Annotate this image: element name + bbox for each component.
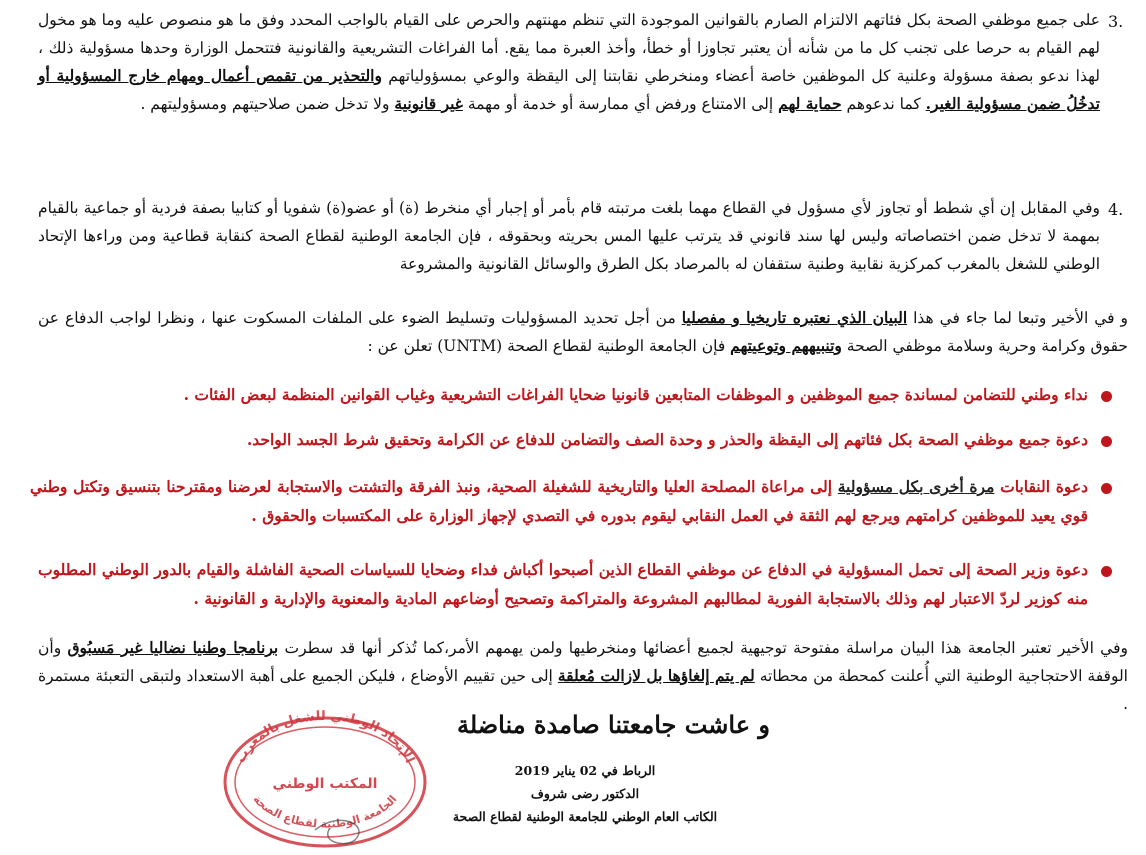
item-4-paragraph: وفي المقابل إن أي شطط أو تجاوز لأي مسؤول في القطاع مهما بلغت مرتبته قام بأمر أو إجبار أي منخرط (ة) أو عضو(ة) شفويا أو كتابيا بصفة فردية أو جماعية بالقيام بمهمة لا تدخل ضمن اختصاصاته وليس لها سند قانوني قد يترتب عليها المس بحريته وبحقوقه ، فإن الجامعة الوطنية لقطاع الصحة كنقابة قطاعية ومن وراءها الإتحاد الوطني للشغل بالمغرب كمركزية نقابية وطنية ستقفان له بالمرصاد بكل الطرق والوسائل القانونية والمشروعة — [38, 199, 1100, 273]
item-3-number: 3. — [1108, 12, 1124, 31]
item-4-number: 4. — [1108, 200, 1124, 219]
item-3-underlined-1: والتحذير من تقمص أعمال ومهام خارج المسؤولية أو تدخُلُ ضمن مسؤولية الغير. — [38, 66, 1100, 113]
item-3-text-1: على جميع موظفي الصحة بكل فئاتهم الالتزام الصارم بالقوانين الموجودة التي تنظم مهنتهم والحرص على القيام بالواجب المحدد وفق ما هو منصوص عليه وما هو مخول لهم القيام به حرصا على تجنب كل ما من شأنه أن يعتبر تجاوزا أو خطأ، وأخذ العبرة مما يقع. أما الفراغات التشريعية والقانونية فتتحمل الوزارة وحدها مسؤولية ذلك ، لهذا ندعو بصفة مسؤولة وعلنية كل الموظفين خاصة أعضاء ومنخرطي نقابتنا إلى اليقظة والوعي بمسؤولياتهم — [38, 11, 1100, 85]
final-underlined-2: لم يتم إلغاؤها بل لازالت مُعلقة — [557, 666, 755, 685]
final-underlined-1: برنامجا وطنيا نضاليا غير مَسبُوق — [67, 638, 279, 657]
signature-name: الدكتور رضى شروف — [530, 786, 640, 801]
item-3-paragraph — [38, 6, 1100, 118]
stamp-inner-label: المكتب الوطني — [272, 776, 378, 792]
final-text-3: إلى حين تقييم الأوضاع ، فليكن الجميع على أهبة الاستعداد ولتبقى التعبئة مستمرة . — [38, 667, 1128, 713]
closing-slogan: و عاشت جامعتنا صامدة مناضلة — [456, 710, 770, 739]
bullet-item-3 — [30, 472, 1088, 530]
bullet-item-4: دعوة وزير الصحة إلى تحمل المسؤولية في الدفاع عن موظفي القطاع الذين أصبحوا أكباش فداء وضحايا للسياسات الصحية الفاشلة والقيام بالدور الوطني المطلوب منه كوزير لردّ الاعتبار لهم وذلك بالاستجابة الفورية لمطالبهم المشروعة والمتراكمة وتصحيح أوضاعهم المادية والمعنوية والإدارية و القانونية . — [38, 560, 1088, 608]
svg-text:الإتحاد الوطني للشغل بالمغرب — [233, 709, 417, 766]
bullet-item-2: دعوة جميع موظفي الصحة بكل فئاتهم إلى اليقظة والحذر و وحدة الصف والتضامن للدفاع عن الكرامة وتحقيق شرط الجسد الواحد. — [246, 430, 1088, 449]
bullet-dot — [1101, 436, 1112, 447]
item-3-text-4: ولا تدخل ضمن صلاحيتهم ومسؤوليتهم . — [140, 95, 395, 113]
bullet-3-text-1: دعوة النقابات — [994, 477, 1088, 496]
bullet-3-underlined: مرة أخرى بكل مسؤولية — [837, 477, 995, 496]
intro-text-2: من أجل تحديد المسؤوليات وتسليط الضوء على الملفات المسكوت عنها ، ونظرا لواجب الدفاع عن حقوق وكرامة وحرية وسلامة موظفي الصحة — [38, 309, 1128, 355]
official-stamp — [220, 700, 430, 850]
svg-text:الجامعة الوطنية لقطاع الصحة — [251, 793, 400, 831]
item-3-text-3: إلى الامتناع ورفض أي ممارسة أو خدمة أو مهمة — [462, 95, 779, 113]
stamp-bottom-text: الجامعة الوطنية لقطاع الصحة — [250, 792, 400, 831]
intro-text-1: و في الأخير وتبعا لما جاء في هذا — [907, 309, 1128, 327]
intro-paragraph — [38, 304, 1128, 360]
signature-title: الكاتب العام الوطني للجامعة الوطنية لقطاع الصحة — [452, 809, 718, 824]
bullet-item-1: نداء وطني للتضامن لمساندة جميع الموظفين و الموظفات المتابعين قانونيا ضحايا الفراغات التشريعية وغياب القوانين المنظمة لبعض الفئات . — [183, 385, 1088, 404]
item-3-underlined-3: غير قانونية — [394, 94, 463, 113]
final-paragraph — [38, 634, 1128, 718]
final-text-2: وأن الوقفة الاحتجاجية الوطنية التي أُعلنت كمحطة من محطاته — [38, 639, 1128, 685]
bullet-3-text-2: إلى مراعاة المصلحة العليا والتاريخية للشغيلة الصحية، ونبذ الفرقة والتشتت والاستجابة لعرضنا ومقترحنا بتنسيق وتكتل وطني قوي يعيد للموظفين كرامتهم ويرجع لهم الثقة في العمل النقابي ليقوم بدوره في التصدي لإجهاز الوزارة على المكتسبات والحقوق . — [30, 477, 1088, 525]
bullet-dot — [1101, 566, 1112, 577]
intro-text-3: فإن الجامعة الوطنية لقطاع الصحة (UNTM) تعلن عن : — [367, 337, 731, 355]
signature-place-date: الرباط في 02 يناير 2019 — [514, 763, 656, 778]
item-3-text-2: كما ندعوهم — [841, 95, 926, 113]
intro-underlined-2: وتنبيههم وتوعيتهم — [730, 336, 842, 355]
stamp-outer-text: الإتحاد الوطني للشغل بالمغرب — [233, 708, 418, 766]
bullet-dot — [1101, 391, 1112, 402]
intro-underlined-1: البيان الذي نعتبره تاريخيا و مفصليا — [681, 308, 908, 327]
final-text-1: وفي الأخير تعتبر الجامعة هذا البيان مراسلة مفتوحة توجيهية لجميع أعضائها ومنخرطيها ولمن يهمهم الأمر،كما تُذكر أنها قد سطرت — [278, 639, 1128, 657]
bullet-dot — [1101, 483, 1112, 494]
item-3-underlined-2: حماية لهم — [778, 94, 842, 113]
